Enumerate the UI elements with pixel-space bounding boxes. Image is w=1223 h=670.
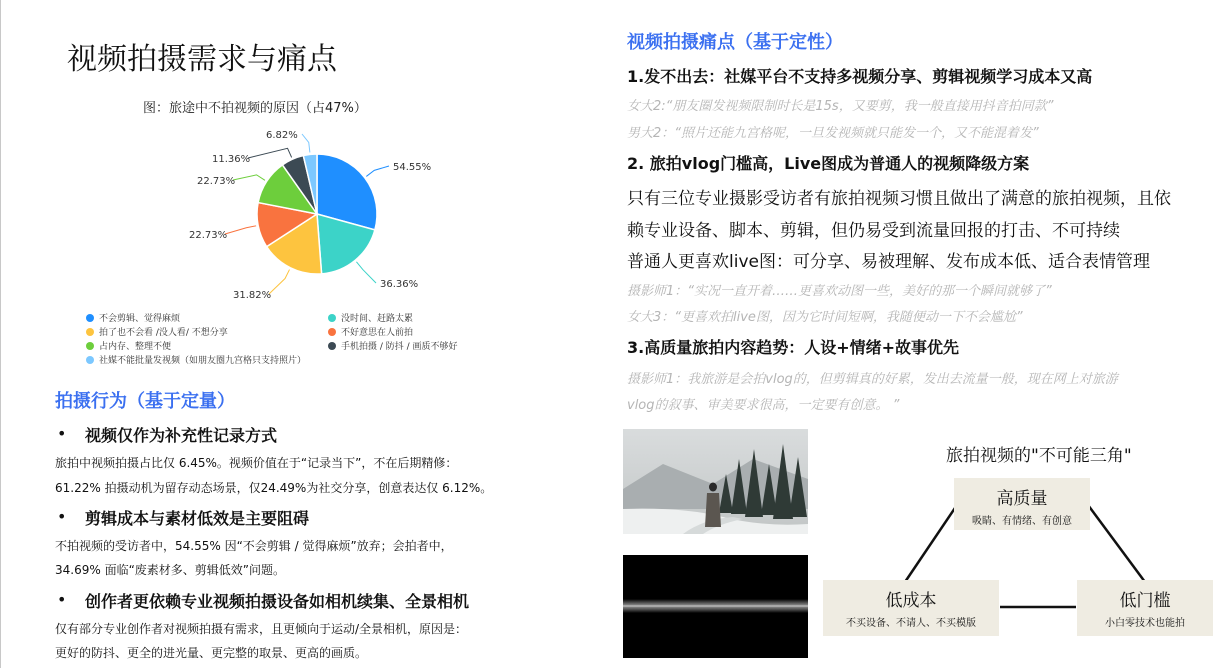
pain-point-heading-3: 3.高质量旅拍内容趋势：人设+情绪+故事优先 (627, 338, 960, 357)
node-main-label: 高质量 (996, 489, 1048, 509)
legend-label: 占内存、整理不便 (99, 342, 172, 352)
bullet-dot: • (57, 507, 67, 526)
slice-value-label: 6.82% (266, 130, 298, 141)
bullet-dot: • (57, 590, 67, 609)
quote-6: vlog的叙事、审美要求很高，一定要有创意。 ” (627, 398, 900, 413)
slice-value-label: 54.55% (393, 162, 432, 173)
section-title-quantitative: 拍摄行为（基于定量） (55, 391, 235, 412)
bullet-text-line: 61.22% 拍摄动机为留存动态场景，仅24.49%为社交分享，创意表达仅 6.12%。 (55, 481, 493, 495)
legend-item (328, 325, 413, 338)
slice-value-label: 22.73% (189, 230, 228, 241)
quote-2: 男大2：“照片还能九宫格呢，一旦发视频就只能发一个，又不能混着发” (627, 126, 1039, 141)
legend-label: 不好意思在人前拍 (341, 328, 414, 338)
body-line-3: 普通人更喜欢live图：可分享、易被理解、发布成本低、适合表情管理 (627, 252, 1150, 272)
legend-swatch (328, 314, 336, 322)
bullet-text-line: 不拍视频的受访者中，54.55% 因“不会剪辑 / 觉得麻烦”放弃；会拍者中， (55, 539, 453, 553)
legend-item (328, 339, 458, 352)
quote-4: 女大3：“更喜欢拍live图，因为它时间短啊，我随便动一下不会尴尬” (627, 310, 1023, 325)
bullet-title: 视频仅作为补充性记录方式 (85, 426, 278, 445)
legend-label: 没时间、赶路太累 (341, 314, 414, 324)
triangle-node-low-barrier (1077, 580, 1213, 636)
slice-leader-line (233, 175, 265, 180)
bullet-title: 剪辑成本与素材低效是主要阻碍 (85, 509, 310, 528)
triangle-node-low-cost (823, 580, 999, 636)
slice-value-label: 11.36% (212, 154, 251, 165)
legend-item (86, 325, 228, 338)
bullet-title: 创作者更依赖专业视频拍摄设备如相机续集、全景相机 (85, 592, 470, 611)
body-line-1: 只有三位专业摄影受访者有旅拍视频习惯且做出了满意的旅拍视频，且依 (627, 189, 1171, 209)
slice-leader-line (225, 226, 256, 234)
slice-value-label: 31.82% (233, 290, 272, 301)
section-title-qualitative: 视频拍摄痛点（基于定性） (627, 32, 843, 53)
bullet-text-line: 旅拍中视频拍摄占比仅 6.45%。视频价值在于“记录当下”，不在后期精修： (55, 456, 458, 470)
legend-swatch (86, 314, 94, 322)
legend-item (86, 311, 180, 324)
body-line-2: 赖专业设备、脚本、剪辑，但仍易受到流量回报的打击、不可持续 (627, 221, 1120, 241)
quote-3: 摄影师1：“实况一直开着……更喜欢动图一些，美好的那一个瞬间就够了” (627, 284, 1052, 299)
slice-leader-line (248, 148, 292, 158)
node-main-label: 低门槛 (1119, 591, 1171, 611)
slice-value-label: 36.36% (380, 279, 419, 290)
legend-item (86, 339, 171, 352)
chart-title: 图：旅途中不拍视频的原因（占47%） (143, 101, 367, 116)
node-sub-label: 小白零技术也能拍 (1105, 618, 1185, 629)
legend-swatch (86, 356, 94, 364)
slice-value-label: 22.73% (197, 176, 236, 187)
legend-label: 不会剪辑、觉得麻烦 (99, 314, 181, 324)
slice-leader-line (356, 262, 376, 283)
legend-item (86, 353, 306, 366)
bullet-text-line: 更好的防抖、更全的进光量、更完整的取景、更高的画质。 (55, 646, 368, 660)
node-main-label: 低成本 (885, 591, 937, 611)
bullet-text-line: 仅有部分专业创作者对视频拍摄有需求，且更倾向于运动/全景相机，原因是： (55, 622, 468, 636)
legend-label: 手机拍摄 / 防抖 / 画质不够好 (341, 342, 458, 352)
slice-leader-line (366, 166, 389, 176)
page-title: 视频拍摄需求与痛点 (67, 42, 337, 77)
legend-label: 社媒不能批量发视频（如朋友圈九宫格只支持照片） (99, 356, 307, 366)
legend-swatch (328, 342, 336, 350)
node-sub-label: 吸睛、有情绪、有创意 (972, 516, 1072, 527)
legend-swatch (328, 328, 336, 336)
pain-point-heading-2: 2. 旅拍vlog门槛高，Live图成为普通人的视频降级方案 (627, 154, 1030, 173)
legend-item (328, 311, 413, 324)
legend-swatch (86, 328, 94, 336)
bullet-text-line: 34.69% 面临“废素材多、剪辑低效”问题。 (55, 563, 286, 577)
pain-point-heading-1: 1.发不出去：社媒平台不支持多视频分享、剪辑视频学习成本又高 (627, 67, 1093, 86)
triangle-title: 旅拍视频的"不可能三角" (946, 446, 1132, 466)
legend-label: 拍了也不会看 /没人看/ 不想分享 (99, 328, 228, 338)
legend-swatch (86, 342, 94, 350)
snowy-forest-photo (623, 429, 808, 534)
bullet-dot: • (57, 424, 67, 443)
slice-leader-line (269, 270, 289, 294)
quote-5: 摄影师1：我旅游是会拍vlog的，但剪辑真的好累，发出去流量一般，现在网上对旅游 (627, 372, 1118, 387)
quote-1: 女大2:“朋友圈发视频限制时长是15s，又要剪，我一般直接用抖音拍同款” (627, 99, 1054, 114)
node-sub-label: 不买设备、不请人、不买模版 (846, 618, 976, 629)
slice-leader-line (302, 134, 310, 152)
triangle-node-high-quality (954, 478, 1090, 530)
dark-panorama-photo (623, 555, 808, 658)
